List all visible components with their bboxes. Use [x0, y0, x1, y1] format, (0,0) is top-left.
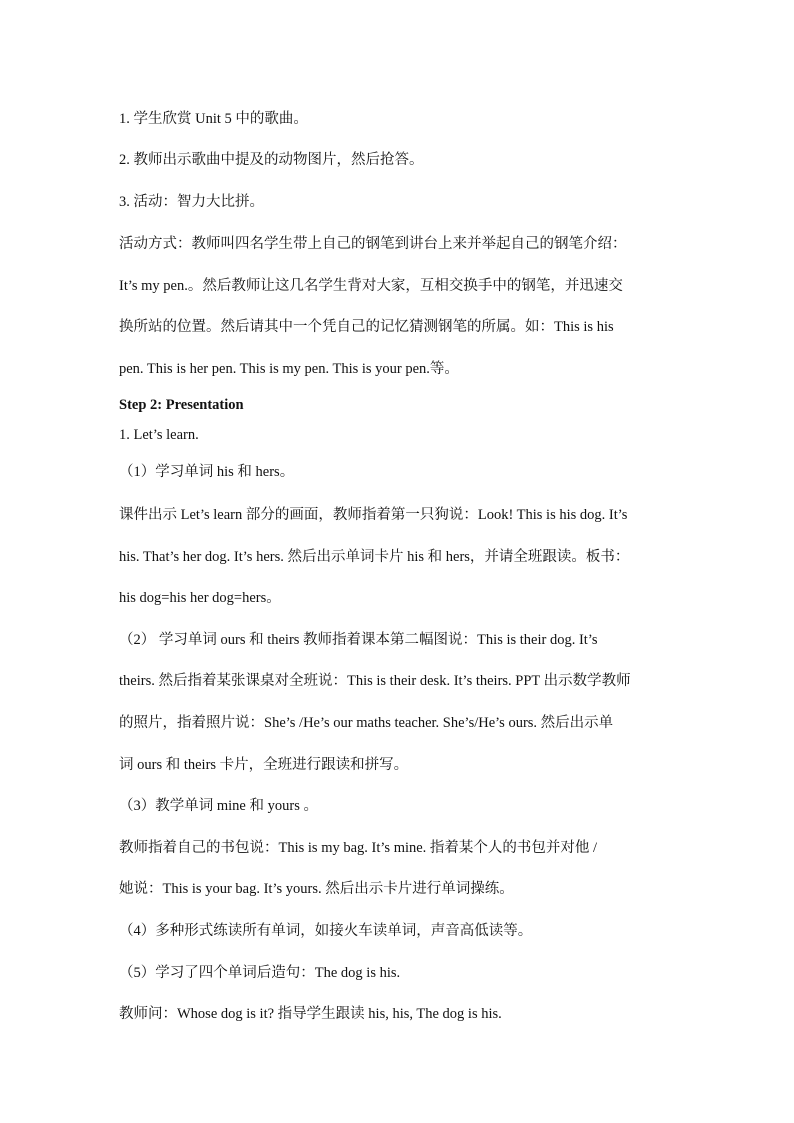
list-item-3: 3. 活动：智力大比拼。 — [119, 194, 264, 210]
paragraph-line: 教师指着自己的书包说：This is my bag. It’s mine. 指着某个人的书包并对他 / — [119, 840, 598, 856]
paragraph-line: （2） 学习单词 ours 和 theirs 教师指着课本第二幅图说：This is their dog. It’s — [119, 632, 598, 648]
paragraph-line: theirs. 然后指着某张课桌对全班说：This is their desk. It’s theirs. PPT 出示数学教师 — [119, 673, 631, 689]
paragraph-line: （5）学习了四个单词后造句：The dog is his. — [119, 965, 401, 981]
paragraph-line: 的照片，指着照片说：She’s /He’s our maths teacher. She’s/He’s ours. 然后出示单 — [119, 715, 614, 731]
paragraph-line: 课件出示 Let’s learn 部分的画面，教师指着第一只狗说：Look! This is his dog. It’s — [119, 507, 628, 523]
paragraph-line: （4）多种形式练读所有单词，如接火车读单词，声音高低读等。 — [119, 923, 533, 939]
list-item-2: 2. 教师出示歌曲中提及的动物图片，然后抢答。 — [119, 152, 424, 168]
section-heading: Step 2: Presentation — [119, 397, 244, 413]
subsection-heading: 1. Let’s learn. — [119, 427, 199, 443]
paragraph-line: It’s my pen.。然后教师让这几名学生背对大家，互相交换手中的钢笔，并迅速交 — [119, 278, 623, 294]
paragraph-line: （3）教学单词 mine 和 yours 。 — [119, 798, 318, 814]
paragraph-line: 她说：This is your bag. It’s yours. 然后出示卡片进行单词操练。 — [119, 881, 514, 897]
paragraph-line: 活动方式：教师叫四名学生带上自己的钢笔到讲台上来并举起自己的钢笔介绍： — [119, 236, 627, 252]
paragraph-line: 词 ours 和 theirs 卡片，全班进行跟读和拼写。 — [119, 757, 409, 773]
paragraph-line: his dog=his her dog=hers。 — [119, 590, 281, 606]
paragraph-line: （1）学习单词 his 和 hers。 — [119, 464, 295, 480]
paragraph-line: pen. This is her pen. This is my pen. This is your pen.等。 — [119, 361, 459, 377]
paragraph-line: 教师问：Whose dog is it? 指导学生跟读 his, his, The dog is his. — [119, 1006, 502, 1022]
paragraph-line: his. That’s her dog. It’s hers. 然后出示单词卡片 his 和 hers，并请全班跟读。板书： — [119, 549, 630, 565]
paragraph-line: 换所站的位置。然后请其中一个凭自己的记忆猜测钢笔的所属。如：This is his — [119, 319, 614, 335]
list-item-1: 1. 学生欣赏 Unit 5 中的歌曲。 — [119, 111, 308, 127]
